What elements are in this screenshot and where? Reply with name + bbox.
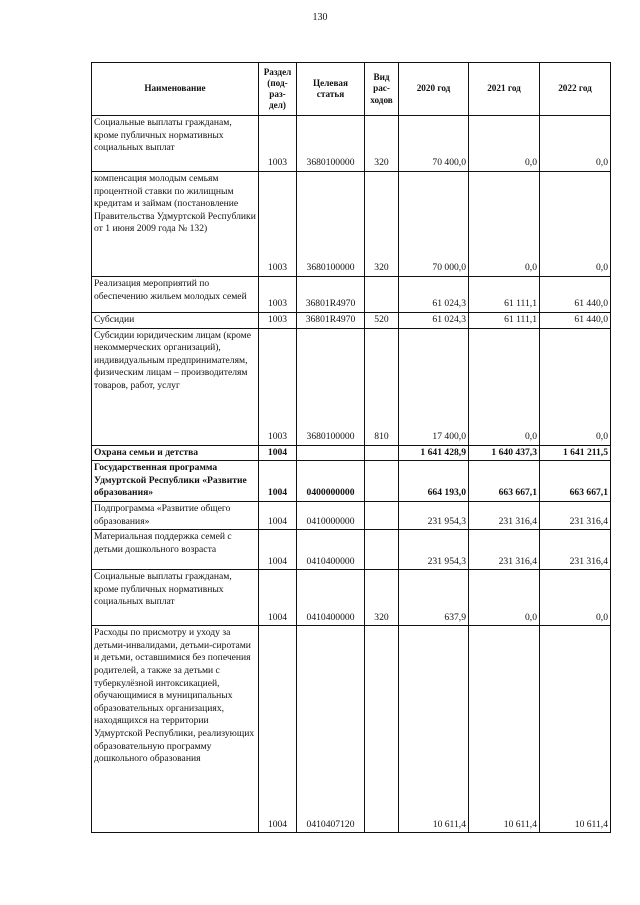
cell-target: 0410400000 [297, 570, 365, 626]
cell-name: Материальная поддержка семей с детьми дошкольного возраста [92, 530, 259, 570]
cell-name: Реализация мероприятий по обеспечению жильем молодых семей [92, 277, 259, 313]
cell-2020: 231 954,3 [399, 501, 469, 529]
table-row [92, 445, 611, 461]
cell-name: Субсидии [92, 313, 259, 329]
cell-2020: 70 400,0 [399, 116, 469, 172]
cell-2021: 0,0 [469, 116, 540, 172]
cell-2022: 0,0 [540, 172, 611, 277]
cell-2020: 664 193,0 [399, 461, 469, 502]
cell-name: Социальные выплаты гражданам, кроме публичных нормативных социальных выплат [92, 570, 259, 626]
header-row [92, 63, 611, 116]
table-row [92, 461, 611, 502]
cell-section: 1003 [259, 116, 297, 172]
cell-2021: 231 316,4 [469, 501, 540, 529]
cell-target: 0410000000 [297, 501, 365, 529]
cell-target: 36801R4970 [297, 313, 365, 329]
cell-2020: 61 024,3 [399, 313, 469, 329]
cell-name: Подпрограмма «Развитие общего образования» [92, 501, 259, 529]
cell-type [365, 501, 399, 529]
table-row [92, 530, 611, 570]
cell-section: 1003 [259, 277, 297, 313]
cell-2022: 0,0 [540, 570, 611, 626]
cell-2020: 231 954,3 [399, 530, 469, 570]
cell-section: 1004 [259, 501, 297, 529]
cell-type [365, 445, 399, 461]
table-row [92, 172, 611, 277]
cell-section: 1004 [259, 461, 297, 502]
cell-type [365, 277, 399, 313]
cell-type: 810 [365, 328, 399, 445]
cell-type: 320 [365, 116, 399, 172]
cell-name: компенсация молодым семьям процентной ставки по жилищным кредитам и займам (постановление Правительства Удмуртской Республики от 1 июня 2009 года № 132) [92, 172, 259, 277]
cell-section: 1004 [259, 570, 297, 626]
cell-2022: 10 611,4 [540, 626, 611, 833]
cell-target: 36801R4970 [297, 277, 365, 313]
table-row [92, 328, 611, 445]
cell-2022: 61 440,0 [540, 277, 611, 313]
cell-type: 320 [365, 570, 399, 626]
table-row [92, 277, 611, 313]
cell-2020: 10 611,4 [399, 626, 469, 833]
cell-name: Расходы по присмотру и уходу за детьми-инвалидами, детьми-сиротами и детьми, оставшимися без попечения родителей, а также за детьми с туберкулёзной интоксикацией, обучающимися в муниципальных образовательных организациях, находящихся на территории Удмуртской Республики, реализующих образовательную программу дошкольного образования [92, 626, 259, 833]
cell-2020: 17 400,0 [399, 328, 469, 445]
cell-section: 1004 [259, 445, 297, 461]
cell-type [365, 530, 399, 570]
cell-2021: 61 111,1 [469, 277, 540, 313]
header-2022: 2022 год [540, 63, 611, 116]
header-type: Вид рас-ходов [365, 63, 399, 116]
cell-section: 1003 [259, 328, 297, 445]
header-name: Наименование [92, 63, 259, 116]
cell-2022: 61 440,0 [540, 313, 611, 329]
cell-2021: 1 640 437,3 [469, 445, 540, 461]
cell-target: 0410407120 [297, 626, 365, 833]
cell-2021: 663 667,1 [469, 461, 540, 502]
cell-name: Государственная программа Удмуртской Республики «Развитие образования» [92, 461, 259, 502]
cell-2020: 1 641 428,9 [399, 445, 469, 461]
cell-name: Охрана семьи и детства [92, 445, 259, 461]
cell-target: 3680100000 [297, 172, 365, 277]
cell-2021: 0,0 [469, 172, 540, 277]
budget-table [91, 62, 611, 833]
cell-target [297, 445, 365, 461]
cell-2021: 10 611,4 [469, 626, 540, 833]
cell-name: Субсидии юридическим лицам (кроме некоммерческих организаций), индивидуальным предпринимателям, физическим лицам – производителям товаров, работ, услуг [92, 328, 259, 445]
header-2021: 2021 год [469, 63, 540, 116]
cell-2020: 637,9 [399, 570, 469, 626]
cell-type: 320 [365, 172, 399, 277]
cell-type [365, 461, 399, 502]
cell-2022: 1 641 211,5 [540, 445, 611, 461]
table-row [92, 501, 611, 529]
table-row [92, 626, 611, 833]
cell-2022: 0,0 [540, 116, 611, 172]
cell-name: Социальные выплаты гражданам, кроме публичных нормативных социальных выплат [92, 116, 259, 172]
cell-2021: 61 111,1 [469, 313, 540, 329]
cell-type: 520 [365, 313, 399, 329]
cell-target: 3680100000 [297, 328, 365, 445]
header-section: Раздел (под-раз-дел) [259, 63, 297, 116]
table-row [92, 313, 611, 329]
cell-2022: 231 316,4 [540, 530, 611, 570]
cell-section: 1003 [259, 313, 297, 329]
page-number: 130 [312, 12, 328, 23]
cell-target: 3680100000 [297, 116, 365, 172]
cell-2022: 663 667,1 [540, 461, 611, 502]
table-row [92, 570, 611, 626]
cell-2020: 61 024,3 [399, 277, 469, 313]
cell-2022: 231 316,4 [540, 501, 611, 529]
cell-2021: 0,0 [469, 570, 540, 626]
cell-section: 1004 [259, 626, 297, 833]
header-2020: 2020 год [399, 63, 469, 116]
cell-2021: 231 316,4 [469, 530, 540, 570]
cell-target: 0410400000 [297, 530, 365, 570]
cell-2021: 0,0 [469, 328, 540, 445]
cell-section: 1003 [259, 172, 297, 277]
cell-2020: 70 000,0 [399, 172, 469, 277]
cell-type [365, 626, 399, 833]
cell-target: 0400000000 [297, 461, 365, 502]
table-row [92, 116, 611, 172]
header-target: Целевая статья [297, 63, 365, 116]
cell-2022: 0,0 [540, 328, 611, 445]
cell-section: 1004 [259, 530, 297, 570]
